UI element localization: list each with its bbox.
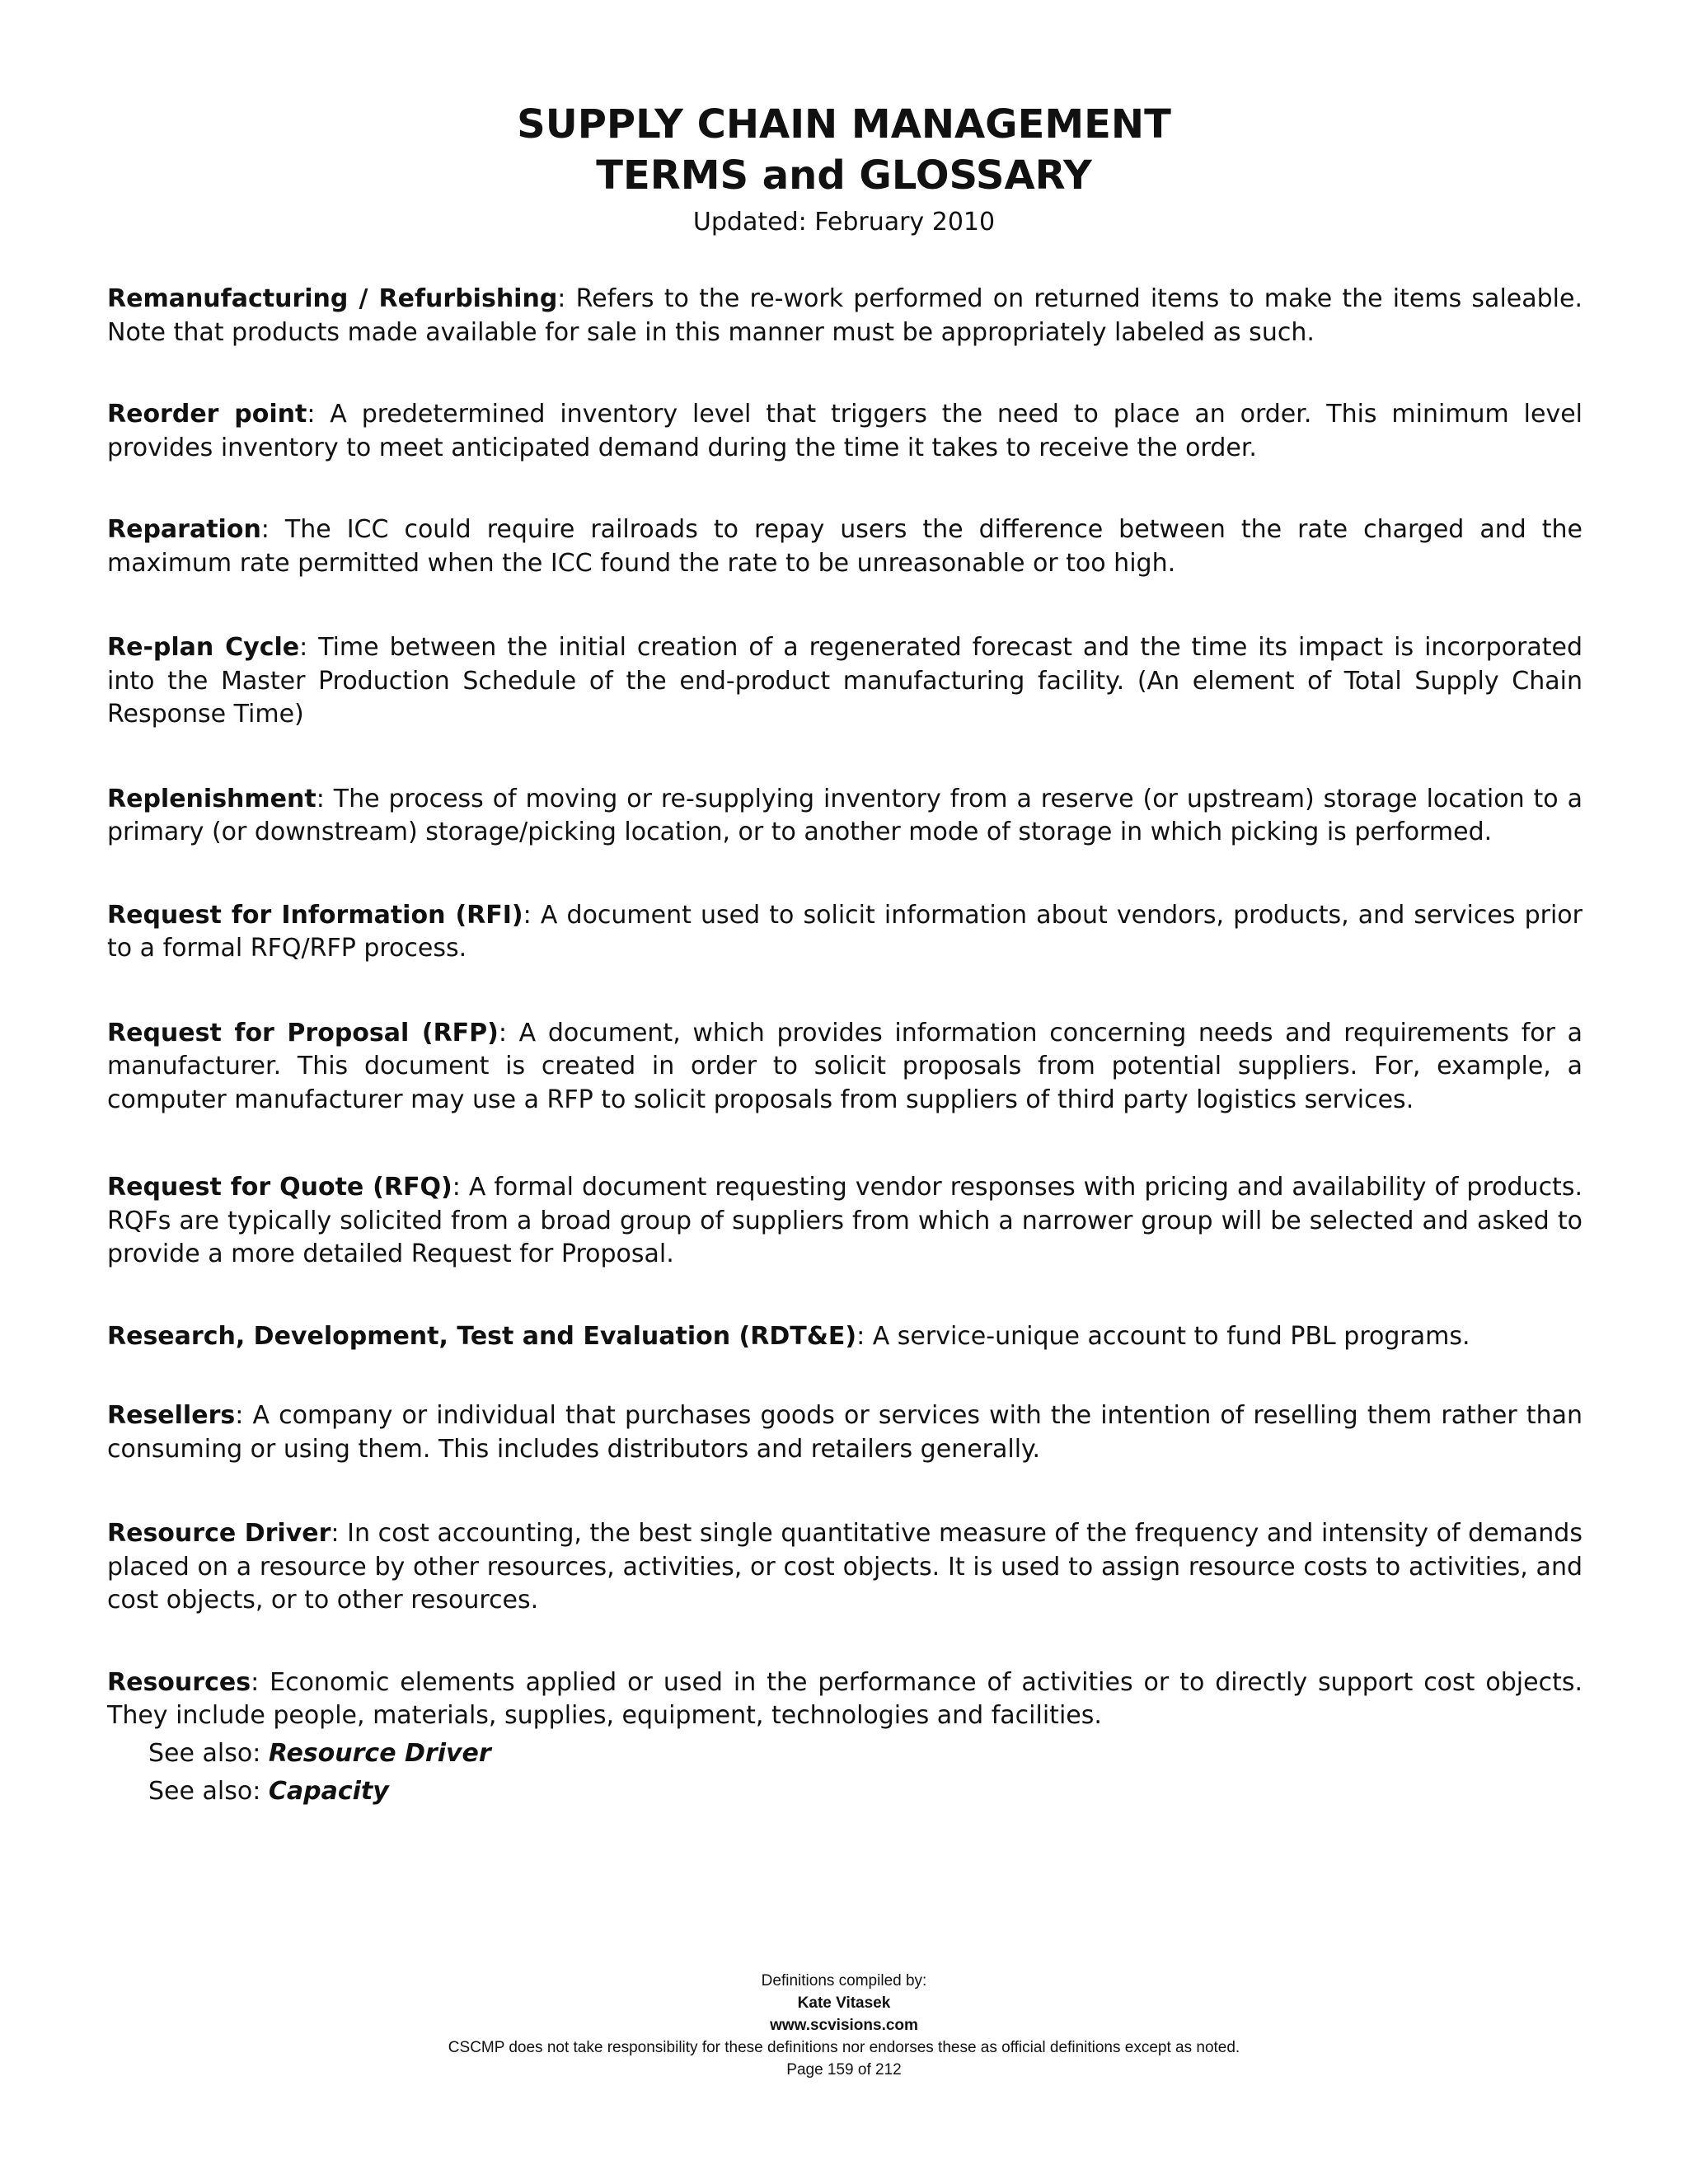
glossary-definition: : The ICC could require railroads to repay users the difference between the rate charged and the maximum rate permitted when the ICC found the rate to be unreasonable or too high. bbox=[107, 515, 1582, 578]
glossary-entry bbox=[107, 899, 1582, 966]
glossary-term: Research, Development, Test and Evaluation (RDT&E) bbox=[107, 1321, 857, 1351]
glossary-term: Resources bbox=[107, 1667, 251, 1697]
see-also-label: See also: bbox=[148, 1776, 269, 1806]
glossary-entry bbox=[107, 398, 1582, 465]
glossary-definition: : Economic elements applied or used in the performance of activities or to directly support cost objects. They include people, materials, supplies, equipment, technologies and facilities. bbox=[107, 1667, 1582, 1730]
glossary-term: Request for Quote (RFQ) bbox=[107, 1173, 452, 1202]
glossary-entry bbox=[107, 1320, 1582, 1354]
glossary-definition: : A document, which provides information concerning needs and requirements for a manufacturer. This document is created in order to solicit proposals from potential suppliers. For, example, a computer manufacturer may use a RFP to solicit proposals from suppliers of third party logistics services. bbox=[107, 1018, 1582, 1114]
glossary-definition: : A formal document requesting vendor responses with pricing and availability of products. RQFs are typically solicited from a broad group of suppliers from which a narrower group will be selected and asked to provide a more detailed Request for Proposal. bbox=[107, 1173, 1582, 1268]
glossary-definition: : A document used to solicit information about vendors, products, and services prior to a formal RFQ/RFP process. bbox=[107, 900, 1582, 963]
footer-compiled-by: Definitions compiled by: bbox=[761, 1972, 927, 1990]
glossary-term: Re-plan Cycle bbox=[107, 633, 300, 662]
glossary-definition: : A company or individual that purchases goods or services with the intention of reselling them rather than consuming or using them. This includes distributors and retailers generally. bbox=[107, 1401, 1582, 1464]
page-header bbox=[0, 99, 1688, 239]
glossary-definition: : Refers to the re-work performed on returned items to make the items saleable. Note that products made available for sale in this manner must be appropriately labeled as such. bbox=[107, 284, 1582, 347]
glossary-term: Resource Driver bbox=[107, 1519, 331, 1548]
footer-disclaimer: CSCMP does not take responsibility for these definitions nor endorses these as official definitions except as noted. bbox=[448, 2039, 1240, 2056]
glossary-entry bbox=[107, 783, 1582, 850]
page-title-line-1: SUPPLY CHAIN MANAGEMENT bbox=[517, 101, 1171, 148]
see-also-label: See also: bbox=[148, 1738, 269, 1768]
see-also-line bbox=[107, 1735, 1582, 1773]
glossary-definition: : In cost accounting, the best single quantitative measure of the frequency and intensity of demands placed on a resource by other resources, activities, or cost objects. It is used to assign resource costs to activities, and cost objects, or to other resources. bbox=[107, 1519, 1582, 1615]
glossary-entry bbox=[107, 283, 1582, 349]
glossary-definition: : Time between the initial creation of a regenerated forecast and the time its impact is incorporated into the Master Production Schedule of the end-product manufacturing facility. (An element of Total Supply Chain Response Time) bbox=[107, 633, 1582, 729]
footer-website-link[interactable]: www.scvisions.com bbox=[770, 2017, 918, 2034]
glossary-term: Request for Information (RFI) bbox=[107, 900, 523, 930]
see-also-link[interactable]: Capacity bbox=[268, 1776, 389, 1806]
glossary-entry bbox=[107, 513, 1582, 580]
glossary-term: Remanufacturing / Refurbishing bbox=[107, 284, 558, 313]
glossary-entry bbox=[107, 1017, 1582, 1118]
glossary-entry bbox=[107, 1171, 1582, 1272]
glossary-term: Replenishment bbox=[107, 784, 316, 813]
glossary-definition: : The process of moving or re-supplying inventory from a reserve (or upstream) storage location to a primary (or downstream) storage/picking location, or to another mode of storage in which picking is performed. bbox=[107, 784, 1582, 846]
glossary-entry bbox=[107, 1666, 1582, 1733]
glossary-term: Resellers bbox=[107, 1401, 236, 1430]
page-number: Page 159 of 212 bbox=[786, 2061, 902, 2079]
glossary-entry bbox=[107, 631, 1582, 732]
glossary-term: Request for Proposal (RFP) bbox=[107, 1018, 499, 1047]
see-also-line bbox=[107, 1773, 1582, 1811]
page-title-line-2: TERMS and GLOSSARY bbox=[596, 152, 1092, 199]
glossary-entry bbox=[107, 1517, 1582, 1618]
glossary-term: Reparation bbox=[107, 515, 261, 544]
updated-date: Updated: February 2010 bbox=[692, 208, 996, 237]
see-also-link[interactable]: Resource Driver bbox=[268, 1738, 491, 1768]
glossary-definition: : A service-unique account to fund PBL programs. bbox=[856, 1321, 1470, 1351]
glossary-entries bbox=[107, 283, 1582, 1811]
glossary-term: Reorder point bbox=[107, 400, 307, 429]
footer-author: Kate Vitasek bbox=[797, 1994, 891, 2012]
glossary-entry bbox=[107, 1399, 1582, 1466]
page-footer bbox=[0, 1970, 1688, 2081]
glossary-definition: : A predetermined inventory level that triggers the need to place an order. This minimum level provides inventory to meet anticipated demand during the time it takes to receive the order. bbox=[107, 400, 1582, 462]
